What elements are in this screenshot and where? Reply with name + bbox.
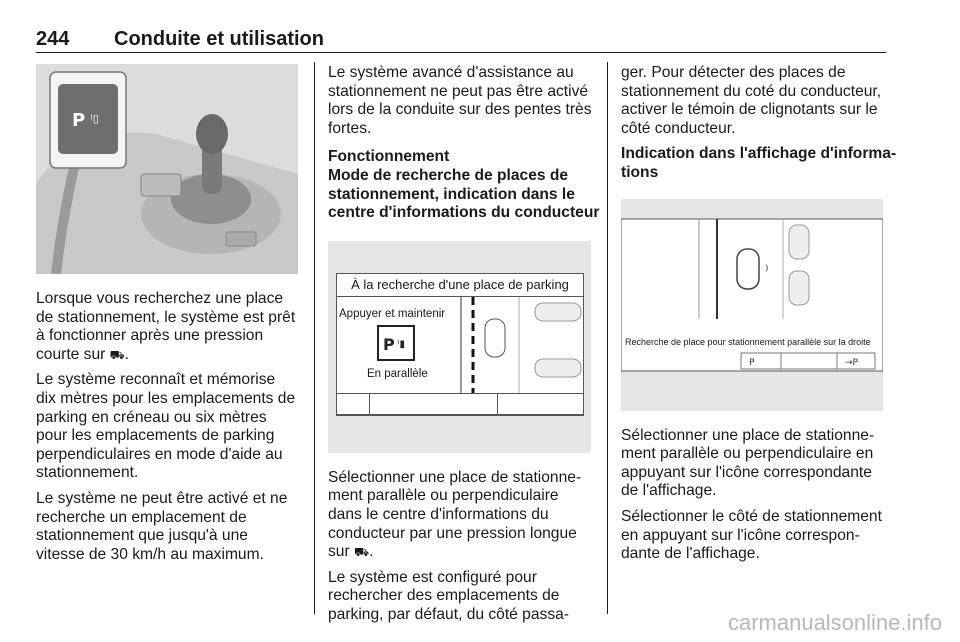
- park-assist-icon: ⛟: [109, 347, 125, 362]
- paragraph: Le système reconnaît et mémorise dix mètres pour les emplacements de parking en créneau ou six mètres pour les emplacements de parking perpendiculaires en mode d'aide au stationnement.: [36, 371, 296, 482]
- watermark: carmanualsonline.info: [727, 610, 942, 635]
- svg-text:⁾: ⁾: [765, 262, 769, 279]
- subsection-heading: Indication dans l'affichage d'informa- tions: [621, 145, 897, 181]
- svg-text:P: P: [72, 110, 86, 131]
- driver-info-centre-illustration: [328, 241, 591, 453]
- svg-text:⁾▮: ⁾▮: [397, 338, 405, 350]
- svg-text:P: P: [383, 334, 395, 354]
- section-heading: Fonctionnement: [328, 148, 450, 166]
- screen-title: À la recherche d'une place de parking: [336, 273, 584, 297]
- parallel-parking-icon: [377, 325, 417, 361]
- column-1: [36, 64, 302, 571]
- screen-footer: [336, 393, 584, 415]
- paragraph: ger. Pour détecter des places de stationnement du coté du conducteur, activer le témoin de clignotants sur le côté conducteur.: [621, 64, 882, 137]
- paragraph: Le système ne peut être activé et ne recherche un emplacement de stationnement que jusqu'à une vitesse de 30 km/h au maximum.: [36, 489, 288, 563]
- park-assist-icon: ⛟: [354, 545, 370, 560]
- page-header: [36, 28, 886, 53]
- paragraph: Sélectionner une place de stationne- ment parallèle ou perpendiculaire dans le centre d'informations du conducteur par une pression longue sur ⛟.: [328, 468, 582, 561]
- svg-text:→P: →P: [845, 357, 858, 368]
- paragraph: Le système est configuré pour rechercher des emplacements de parking, par défaut, du côté passa-: [328, 568, 569, 623]
- chapter-title: Conduite et utilisation: [114, 28, 324, 50]
- column-divider: [607, 62, 608, 614]
- column-3: [621, 64, 897, 571]
- svg-text:⁾▯: ⁾▯: [90, 112, 99, 125]
- column-2: [328, 64, 600, 632]
- column-divider: [314, 62, 315, 614]
- press-hold-label: Appuyer et maintenir: [339, 307, 446, 320]
- svg-text:P: P: [749, 357, 755, 368]
- info-display-scene: [621, 199, 883, 411]
- paragraph: Le système avancé d'assistance au stationnement ne peut pas être activé lors de la conduite sur des pentes très fortes.: [328, 64, 592, 137]
- display-status-text: Recherche de place pour stationnement parallèle sur la droite: [625, 336, 871, 347]
- parking-scene: [459, 297, 583, 393]
- gear-selector-illustration: [36, 64, 298, 274]
- parallel-label: En parallèle: [367, 367, 428, 380]
- subsection-heading: Mode de recherche de places de stationnement, indication dans le centre d'informations du conducteur: [328, 166, 600, 222]
- paragraph: Sélectionner le côté de stationnement en appuyant sur l'icône correspon- dante de l'affichage.: [621, 507, 882, 563]
- park-assist-button-illustration: [36, 64, 298, 274]
- info-display-illustration: [621, 199, 883, 411]
- paragraph: Lorsque vous recherchez une place de stationnement, le système est prêt à fonctionner après une pression courte sur ⛟.: [36, 290, 296, 363]
- paragraph: Sélectionner une place de stationne- ment parallèle ou perpendiculaire en appuyant sur l'icône correspondante de l'affichage.: [621, 426, 875, 500]
- page-number: 244: [36, 28, 70, 50]
